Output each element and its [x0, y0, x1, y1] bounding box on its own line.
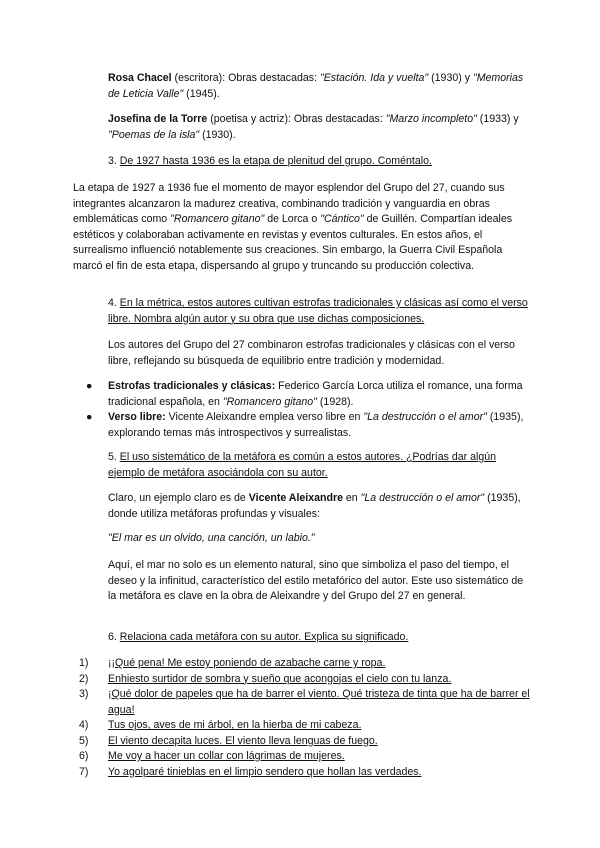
- author-name: Josefina de la Torre: [108, 113, 208, 125]
- answer-text: (1935), donde utiliza metáforas profundas y visuales:: [108, 492, 521, 520]
- list-item: [79, 687, 530, 718]
- bullet-icon: ●: [86, 411, 93, 423]
- question-text: En la métrica, estos autores cultivan estrofas tradicionales y clásicas así como el verso libre. Nombra algún autor y su obra que use dichas composiciones.: [108, 297, 528, 325]
- question-5: [108, 450, 528, 481]
- question-number: 6.: [108, 631, 120, 643]
- metaphor-quote: "El mar es un olvido, una canción, un labio.": [108, 532, 315, 544]
- author-entry-rosa-chacel: [108, 71, 528, 102]
- answer-text: de Guillén. Compartían ideales estéticos y colaboraban activamente en revistas y eventos culturales. En estos años, el surrealismo influenció notablemente sus creaciones. Sin embargo, la Guerra Civil Española marcó el fin de esta etapa, dispersando al grupo y truncando su producción colectiva.: [73, 213, 513, 272]
- list-item: [79, 734, 530, 750]
- work-title: "Memorias de Leticia Valle": [108, 72, 524, 100]
- item-number: 2): [79, 672, 89, 685]
- question-number: 4.: [108, 297, 120, 309]
- work-year: (1930) y: [428, 72, 473, 84]
- bullet-text: (1928).: [316, 395, 354, 408]
- list-item: [79, 749, 530, 765]
- item-number: 6): [79, 750, 89, 762]
- question-text: De 1927 hasta 1936 es la etapa de plenitud del grupo. Coméntalo.: [119, 155, 432, 167]
- work-title: "Estación. Ida y vuelta": [319, 72, 429, 84]
- metaphor-text: Yo agolparé tinieblas en el limpio sendero que hollan las verdades.: [108, 765, 422, 778]
- question-text: El uso sistemático de la metáfora es común a estos autores. ¿Podrías dar algún ejemplo de metáfora asociándola con su autor.: [108, 451, 497, 479]
- question-3: [108, 154, 538, 170]
- bullet-heading: Estrofas tradicionales y clásicas:: [108, 380, 276, 392]
- metaphor-text: El viento decapita luces. El viento lleva lenguas de fuego.: [108, 734, 378, 747]
- question-number: 3.: [108, 155, 120, 167]
- metaphor-text: ¡Qué dolor de papeles que ha de barrer el viento. Qué tristeza de tinta que ha de barrer el agua!: [108, 688, 530, 716]
- answer-text: La etapa de 1927 a 1936 fue el momento de mayor esplendor del Grupo del 27, cuando sus integrantes alcanzaron la madurez creativa, combinando tradición y vanguardia en obras emblemáticas como: [73, 182, 505, 225]
- answer-text: de Lorca o: [264, 213, 321, 225]
- author-name: Vicente Aleixandre: [248, 492, 343, 504]
- answer-4-intro: Los autores del Grupo del 27 combinaron estrofas tradicionales y clásicas con el verso libre, reflejando su búsqueda de equilibrio entre tradición y modernidad.: [108, 339, 515, 367]
- bullet-text: (1935), explorando temas más introspectivos y surrealistas.: [108, 411, 524, 439]
- item-number: 3): [79, 688, 89, 700]
- list-item: [79, 718, 530, 734]
- list-item: [79, 656, 530, 672]
- bullet-icon: ●: [86, 380, 93, 392]
- answer-3: [73, 181, 533, 274]
- author-role: (escritora): Obras destacadas:: [171, 72, 320, 84]
- list-item: [86, 410, 528, 441]
- list-item: [79, 672, 530, 688]
- work-title: "La destrucción o el amor": [363, 411, 487, 423]
- work-title: "Romancero gitano": [170, 213, 265, 225]
- bullet-text: Vicente Aleixandre emplea verso libre en: [165, 411, 364, 423]
- list-item: [86, 379, 528, 410]
- work-year: (1930).: [199, 128, 236, 141]
- item-number: 7): [79, 765, 89, 778]
- answer-text: en: [342, 492, 361, 504]
- metaphor-list: [79, 656, 530, 780]
- work-title: "La destrucción o el amor": [360, 492, 485, 504]
- metaphor-text: Me voy a hacer un collar con lágrimas de mujeres.: [108, 750, 345, 762]
- author-entry-josefina-de-la-torre: [108, 112, 528, 143]
- question-6: [108, 630, 528, 646]
- question-number: 5.: [108, 451, 120, 463]
- author-role: (poetisa y actriz): Obras destacadas:: [207, 113, 386, 125]
- work-year: (1933) y: [476, 113, 519, 125]
- list-item: [79, 765, 530, 781]
- bullet-heading: Verso libre:: [108, 411, 166, 423]
- metaphor-text: ¡¡Qué pena! Me estoy poniendo de azabache carne y ropa.: [108, 657, 386, 669]
- work-title: "Poemas de la isla": [108, 128, 200, 141]
- metric-bullet-list: [86, 379, 528, 441]
- work-title: "Marzo incompleto": [385, 113, 477, 125]
- question-text: Relaciona cada metáfora con su autor. Explica su significado.: [119, 631, 409, 643]
- work-title: "Cántico": [320, 213, 364, 225]
- answer-5: [108, 491, 528, 522]
- item-number: 1): [79, 657, 89, 669]
- work-title: "Romancero gitano": [222, 395, 317, 408]
- answer-text: Claro, un ejemplo claro es de: [108, 492, 249, 504]
- work-year: (1945).: [183, 87, 220, 100]
- author-name: Rosa Chacel: [108, 72, 172, 84]
- bullet-text: Federico García Lorca utiliza el romance, una forma tradicional española, en: [108, 380, 523, 408]
- item-number: 5): [79, 734, 89, 747]
- question-4: [108, 296, 528, 327]
- metaphor-text: Enhiesto surtidor de sombra y sueño que acongojas el cielo con tu lanza.: [108, 672, 452, 685]
- item-number: 4): [79, 719, 89, 731]
- metaphor-text: Tus ojos, aves de mi árbol, en la hierba de mi cabeza.: [108, 719, 362, 731]
- answer-5-explanation: Aquí, el mar no solo es un elemento natural, sino que simboliza el paso del tiempo, el deseo y la infinitud, característico del estilo metafórico del autor. Este uso sistemático de la metáfora es clave en la obra de Aleixandre y del Grupo del 27 en general.: [108, 559, 524, 602]
